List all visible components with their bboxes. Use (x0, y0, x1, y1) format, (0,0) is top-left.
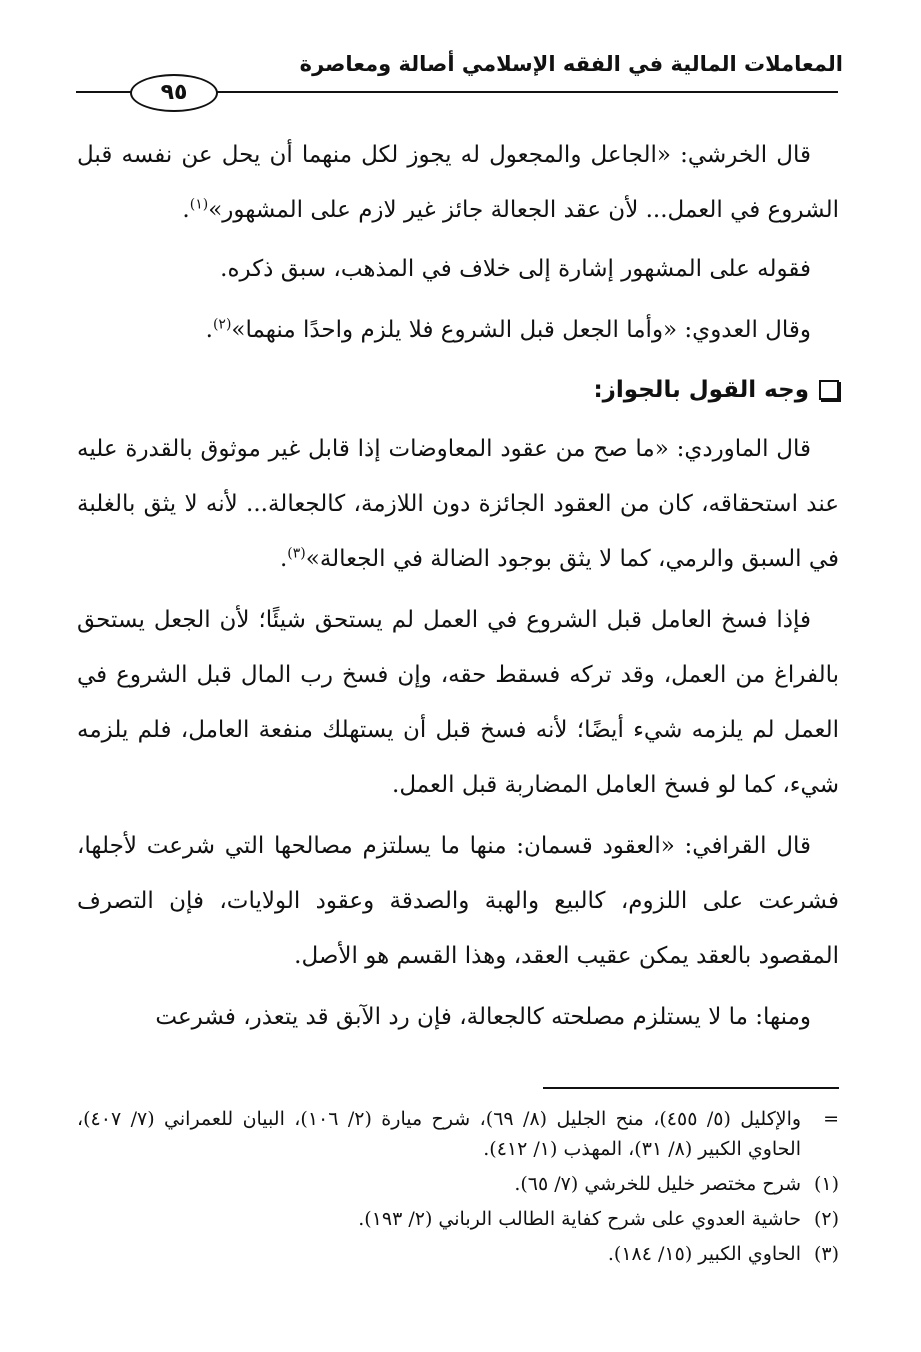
page-number: ٩٥ (130, 74, 218, 112)
footnote-mark: (٣) (813, 1243, 839, 1265)
section-heading (77, 364, 839, 416)
paragraph-qarafi-quote: قال القرافي: «العقود قسمان: منها ما يسلتزم مصالحها التي شرعت لأجلها، فشرعت على اللزوم، كالبيع والهبة والصدقة وعقود الولايات، فإن التصرف المقصود بالعقد يمكن عقيب العقد، وهذا القسم هو الأصل. (77, 833, 839, 969)
footnote-mark: = (823, 1108, 839, 1130)
main-text (77, 128, 839, 1051)
paragraph-end: . (205, 317, 213, 343)
paragraph-adawi-quote (77, 303, 839, 358)
footnotes (77, 1104, 839, 1274)
footnote-text: الحاوي الكبير (١٥/ ١٨٤). (607, 1243, 801, 1265)
footnote-ref-2: (٢) (212, 316, 232, 333)
square-bullet-icon (819, 380, 839, 400)
footnote-3 (77, 1239, 839, 1269)
footnote-ref-1: (١) (189, 196, 209, 213)
paragraph-text: قال الماوردي: «ما صح من عقود المعاوضات إذا قابل غير موثوق بالقدرة عليه عند استحقاقه، كان من العقود الجائزة دون اللازمة، كالجعالة... لأنه لا يثق بالغلبة في السبق والرمي، كما لا يثق بوجود الضالة في الجعالة» (77, 436, 839, 572)
footnote-ref-3: (٣) (287, 545, 306, 562)
paragraph-mashhur-note: فقوله على المشهور إشارة إلى خلاف في المذهب، سبق ذكره. (220, 256, 811, 282)
paragraph-mawardi-quote (77, 422, 839, 587)
running-title: المعاملات المالية في الفقه الإسلامي أصالة ومعاصرة (299, 52, 843, 76)
paragraph-text: وقال العدوي: «وأما الجعل قبل الشروع فلا يلزم واحدًا منهما» (231, 317, 811, 343)
section-heading-text: وجه القول بالجواز: (593, 377, 809, 403)
footnote-2 (77, 1204, 839, 1234)
paragraph-kharashi-quote (77, 128, 839, 238)
footnote-separator (543, 1087, 839, 1089)
paragraph-faskh: فإذا فسخ العامل قبل الشروع في العمل لم يستحق شيئًا؛ لأن الجعل يستحق بالفراغ من العمل، وقد تركه فسقط حقه، وإن فسخ رب المال قبل الشروع في العمل لم يلزمه شيء أيضًا؛ لأنه فسخ قبل أن يستهلك منفعة العامل، فلم يلزمه شيء، كما لو فسخ العامل المضاربة قبل العمل. (77, 607, 839, 798)
footnote-mark: (١) (813, 1173, 839, 1195)
footnote-text: شرح مختصر خليل للخرشي (٧/ ٦٥). (514, 1173, 801, 1195)
footnote-text: حاشية العدوي على شرح كفاية الطالب الرباني (٢/ ١٩٣). (358, 1208, 801, 1230)
footnote-1 (77, 1169, 839, 1199)
footnote-mark: (٢) (813, 1208, 839, 1230)
paragraph-continuation: ومنها: ما لا يستلزم مصلحته كالجعالة، فإن رد الآبق قد يتعذر، فشرعت (155, 1004, 811, 1030)
paragraph-end: . (182, 197, 190, 223)
paragraph-end: . (279, 546, 288, 572)
paragraph-text: قال الخرشي: «الجاعل والمجعول له يجوز لكل منهما أن يحل عن نفسه قبل الشروع في العمل... لأن عقد الجعالة جائز غير لازم على المشهور» (77, 142, 839, 223)
footnote-text: والإكليل (٥/ ٤٥٥)، منح الجليل (٨/ ٦٩)، شرح ميارة (٢/ ١٠٦)، البيان للعمراني (٧/ ٤٠٧)، الحاوي الكبير (٨/ ٣١)، المهذب (١/ ٤١٢). (77, 1108, 802, 1160)
footnote-continued (77, 1104, 839, 1164)
